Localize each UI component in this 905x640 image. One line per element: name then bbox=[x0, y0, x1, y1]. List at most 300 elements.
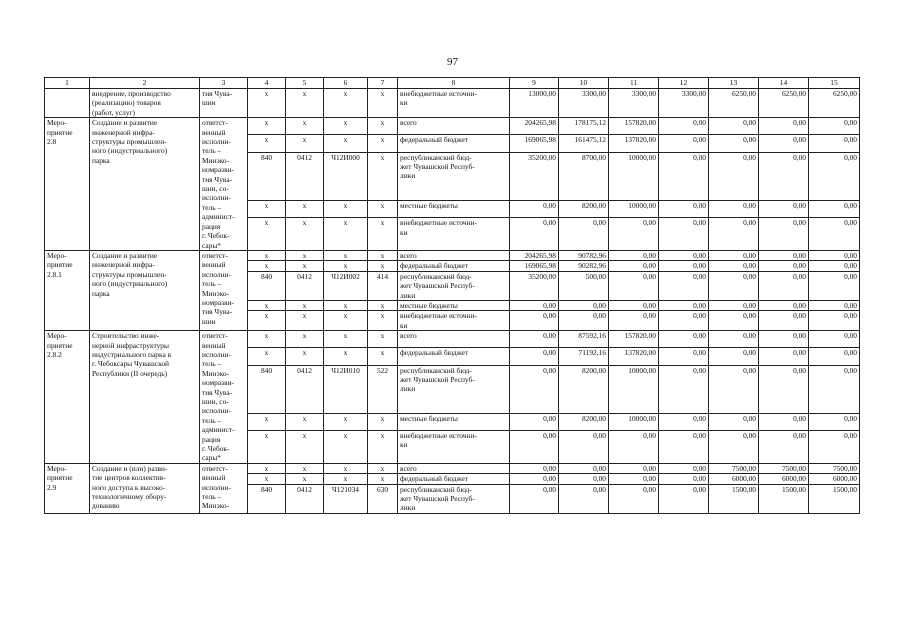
measure-name-cell bbox=[90, 463, 200, 513]
grbs-code-cell: x bbox=[248, 218, 286, 251]
amount-cell: 0,00 bbox=[510, 365, 559, 413]
measure-name-line: (реализацию) товаров bbox=[92, 98, 161, 108]
measure-name-line: индустриального парка в bbox=[92, 349, 172, 359]
measure-number-cell bbox=[45, 463, 90, 513]
expense-type-cell: x bbox=[368, 261, 398, 271]
measure-name-line: внедрение, производство bbox=[92, 89, 171, 98]
amount-cell: 0,00 bbox=[510, 474, 559, 484]
grbs-code-cell: x bbox=[248, 413, 286, 430]
funding-source-line: республиканский бюд- bbox=[400, 365, 472, 375]
funding-source-line: республиканский бюд- bbox=[400, 152, 472, 162]
amount-cell: 0,00 bbox=[809, 152, 860, 200]
executor-line: тель – bbox=[202, 146, 222, 156]
funding-source-line: федеральный бюджет bbox=[400, 474, 469, 484]
grbs-code-cell: x bbox=[248, 463, 286, 473]
target-article-cell: Ч12И002 bbox=[324, 271, 368, 300]
amount-cell: 8700,00 bbox=[559, 152, 609, 200]
target-article-cell: x bbox=[324, 463, 368, 473]
amount-cell: 0,00 bbox=[809, 300, 860, 310]
amount-cell: 0,00 bbox=[809, 413, 860, 430]
table-row bbox=[45, 118, 860, 135]
expense-type-cell: x bbox=[368, 311, 398, 331]
amount-cell: 0,00 bbox=[709, 331, 759, 348]
measure-number-line: Меро- bbox=[47, 463, 67, 473]
funding-source-line: ки bbox=[400, 98, 408, 108]
executor-line: венный bbox=[202, 340, 226, 350]
measure-number-cell bbox=[45, 331, 90, 464]
measure-number-line: 2.8 bbox=[47, 137, 57, 147]
funding-source-line: внебюджетные источни- bbox=[400, 89, 477, 98]
executor-line: венный bbox=[202, 260, 226, 270]
amount-cell: 0,00 bbox=[709, 365, 759, 413]
measure-name-line: технологичному обору- bbox=[92, 492, 167, 502]
amount-cell: 0,00 bbox=[809, 365, 860, 413]
amount-cell: 0,00 bbox=[609, 218, 659, 251]
amount-cell: 0,00 bbox=[709, 200, 759, 217]
measure-name-line: Создание и развитие bbox=[92, 250, 158, 260]
amount-cell: 0,00 bbox=[510, 200, 559, 217]
amount-cell: 0,00 bbox=[609, 300, 659, 310]
amount-cell: 1500,00 bbox=[759, 484, 809, 513]
amount-cell: 6000,00 bbox=[709, 474, 759, 484]
executor-line: шии, со- bbox=[202, 184, 229, 194]
table-row bbox=[45, 250, 860, 260]
amount-cell: 0,00 bbox=[709, 261, 759, 271]
amount-cell: 0,00 bbox=[709, 271, 759, 300]
amount-cell: 0,00 bbox=[709, 250, 759, 260]
expense-type-cell: x bbox=[368, 331, 398, 348]
executor-line: тия Чува- bbox=[202, 307, 233, 317]
executor-line: исполни- bbox=[202, 349, 231, 359]
measure-name-line: (работ, услуг) bbox=[92, 107, 136, 117]
amount-cell: 87592,16 bbox=[559, 331, 609, 348]
amount-cell: 0,00 bbox=[559, 484, 609, 513]
amount-cell: 0,00 bbox=[709, 135, 759, 152]
section-code-cell: x bbox=[286, 463, 324, 473]
amount-cell: 6250,00 bbox=[809, 89, 860, 118]
executor-line: тель – bbox=[202, 202, 222, 212]
executor-line: сары* bbox=[202, 240, 222, 250]
funding-source-cell bbox=[398, 463, 510, 473]
executor-line: тель – bbox=[202, 415, 222, 425]
funding-source-line: всего bbox=[400, 118, 417, 128]
funding-source-line: ки bbox=[400, 440, 408, 450]
amount-cell: 0,00 bbox=[759, 271, 809, 300]
funding-source-cell bbox=[398, 118, 510, 135]
amount-cell: 0,00 bbox=[709, 413, 759, 430]
amount-cell: 0,00 bbox=[809, 311, 860, 331]
executor-line: ответст- bbox=[202, 331, 228, 341]
amount-cell: 0,00 bbox=[559, 463, 609, 473]
grbs-code-cell: 840 bbox=[248, 271, 286, 300]
amount-cell: 0,00 bbox=[659, 413, 709, 430]
amount-cell: 500,00 bbox=[559, 271, 609, 300]
amount-cell: 1500,00 bbox=[809, 484, 860, 513]
executor-line: рация bbox=[202, 434, 221, 444]
funding-source-cell bbox=[398, 200, 510, 217]
amount-cell: 157820,00 bbox=[609, 118, 659, 135]
amount-cell: 137820,00 bbox=[609, 135, 659, 152]
target-article-cell: x bbox=[324, 250, 368, 260]
amount-cell: 0,00 bbox=[759, 118, 809, 135]
amount-cell: 0,00 bbox=[559, 474, 609, 484]
measure-name-line: Республики (II очередь) bbox=[92, 368, 168, 378]
amount-cell: 3300,00 bbox=[659, 89, 709, 118]
amount-cell: 0,00 bbox=[609, 474, 659, 484]
executor-line: шии, со- bbox=[202, 397, 229, 406]
table-row bbox=[45, 89, 860, 118]
amount-cell: 0,00 bbox=[510, 431, 559, 464]
grbs-code-cell: x bbox=[248, 118, 286, 135]
grbs-code-cell: x bbox=[248, 474, 286, 484]
amount-cell: 0,00 bbox=[659, 474, 709, 484]
expense-type-cell: x bbox=[368, 135, 398, 152]
amount-cell: 0,00 bbox=[659, 152, 709, 200]
funding-source-cell bbox=[398, 365, 510, 413]
amount-cell: 0,00 bbox=[759, 365, 809, 413]
amount-cell: 90782,96 bbox=[559, 250, 609, 260]
executor-line: шии bbox=[202, 98, 216, 108]
amount-cell: 3300,00 bbox=[609, 89, 659, 118]
executor-line: исполни- bbox=[202, 482, 231, 492]
amount-cell: 0,00 bbox=[709, 300, 759, 310]
executor-line: номразви- bbox=[202, 378, 234, 388]
measure-name-line: ного доступа к высоко- bbox=[92, 482, 166, 492]
executor-line: рация bbox=[202, 221, 221, 231]
amount-cell: 0,00 bbox=[709, 152, 759, 200]
amount-cell: 0,00 bbox=[559, 431, 609, 464]
amount-cell: 10000,00 bbox=[609, 365, 659, 413]
amount-cell: 0,00 bbox=[510, 463, 559, 473]
header-row bbox=[45, 78, 860, 89]
executor-line: ответст- bbox=[202, 463, 228, 473]
executor-line: исполни- bbox=[202, 137, 231, 147]
executor-line: ответст- bbox=[202, 118, 228, 128]
grbs-code-cell: 840 bbox=[248, 152, 286, 200]
target-article-cell: x bbox=[324, 413, 368, 430]
grbs-code-cell: x bbox=[248, 250, 286, 260]
measure-name-line: ного (индустриального) bbox=[92, 279, 168, 289]
amount-cell: 0,00 bbox=[659, 431, 709, 464]
amount-cell: 0,00 bbox=[709, 118, 759, 135]
executor-cell bbox=[200, 331, 248, 464]
amount-cell: 0,00 bbox=[809, 218, 860, 251]
funding-source-line: жет Чувашской Респуб- bbox=[400, 281, 475, 291]
funding-source-cell bbox=[398, 218, 510, 251]
column-header-15: 15 bbox=[809, 78, 860, 89]
amount-cell: 137820,00 bbox=[609, 348, 659, 365]
executor-line: исполни- bbox=[202, 269, 231, 279]
funding-source-line: федеральный бюджет bbox=[400, 135, 469, 145]
amount-cell: 71192,16 bbox=[559, 348, 609, 365]
amount-cell: 3300,00 bbox=[559, 89, 609, 118]
column-header-8: 8 bbox=[398, 78, 510, 89]
expense-type-cell: 414 bbox=[368, 271, 398, 300]
funding-source-cell bbox=[398, 152, 510, 200]
amount-cell: 0,00 bbox=[759, 331, 809, 348]
section-code-cell: 0412 bbox=[286, 152, 324, 200]
measure-number-line: приятие bbox=[47, 340, 73, 350]
executor-line: тия Чува- bbox=[202, 174, 233, 184]
executor-line: админист- bbox=[202, 212, 235, 222]
amount-cell: 35200,00 bbox=[510, 271, 559, 300]
amount-cell: 0,00 bbox=[510, 300, 559, 310]
amount-cell: 0,00 bbox=[709, 431, 759, 464]
amount-cell: 0,00 bbox=[559, 218, 609, 251]
amount-cell: 0,00 bbox=[709, 311, 759, 331]
amount-cell: 0,00 bbox=[759, 152, 809, 200]
column-header-1: 1 bbox=[45, 78, 90, 89]
funding-source-line: жет Чувашской Респуб- bbox=[400, 162, 475, 172]
amount-cell: 0,00 bbox=[759, 200, 809, 217]
amount-cell: 0,00 bbox=[809, 348, 860, 365]
measure-name-line: структуры промышлен- bbox=[92, 137, 167, 147]
amount-cell: 10000,00 bbox=[609, 413, 659, 430]
target-article-cell: x bbox=[324, 200, 368, 217]
section-code-cell: x bbox=[286, 311, 324, 331]
amount-cell: 6250,00 bbox=[709, 89, 759, 118]
target-article-cell: x bbox=[324, 311, 368, 331]
funding-source-line: местные бюджеты bbox=[400, 413, 458, 423]
section-code-cell: x bbox=[286, 118, 324, 135]
amount-cell: 6000,00 bbox=[759, 474, 809, 484]
measure-name-line: нерной инфраструктуры bbox=[92, 340, 169, 350]
measure-name-line: г. Чебоксары Чувашской bbox=[92, 359, 170, 369]
measure-number-line: приятие bbox=[47, 127, 73, 137]
expense-type-cell: x bbox=[368, 118, 398, 135]
measure-name-line: инженерной инфра- bbox=[92, 127, 155, 137]
funding-source-line: внебюджетные источни- bbox=[400, 311, 477, 321]
executor-line: шии bbox=[202, 316, 216, 326]
executor-line: ответст- bbox=[202, 250, 228, 260]
amount-cell: 0,00 bbox=[659, 300, 709, 310]
column-header-9: 9 bbox=[510, 78, 559, 89]
funding-source-line: республиканский бюд- bbox=[400, 271, 472, 281]
measure-name-line: Строительство инже- bbox=[92, 331, 160, 341]
measure-number-line: 2.9 bbox=[47, 482, 57, 492]
grbs-code-cell: x bbox=[248, 311, 286, 331]
section-code-cell: x bbox=[286, 89, 324, 118]
amount-cell: 157820,00 bbox=[609, 331, 659, 348]
grbs-code-cell: x bbox=[248, 331, 286, 348]
grbs-code-cell: x bbox=[248, 135, 286, 152]
column-header-13: 13 bbox=[709, 78, 759, 89]
grbs-code-cell: x bbox=[248, 300, 286, 310]
funding-source-cell bbox=[398, 135, 510, 152]
grbs-code-cell: x bbox=[248, 89, 286, 118]
expense-type-cell: 522 bbox=[368, 365, 398, 413]
amount-cell: 0,00 bbox=[609, 250, 659, 260]
amount-cell: 0,00 bbox=[759, 261, 809, 271]
amount-cell: 0,00 bbox=[759, 413, 809, 430]
amount-cell: 0,00 bbox=[809, 200, 860, 217]
column-header-5: 5 bbox=[286, 78, 324, 89]
measure-name-line: дованию bbox=[92, 501, 120, 511]
executor-line: Минэко- bbox=[202, 501, 230, 511]
budget-table bbox=[44, 77, 860, 514]
amount-cell: 0,00 bbox=[659, 200, 709, 217]
section-code-cell: x bbox=[286, 200, 324, 217]
measure-number-line: приятие bbox=[47, 260, 73, 270]
target-article-cell: x bbox=[324, 348, 368, 365]
measure-number-line: 2.8.2 bbox=[47, 349, 62, 359]
amount-cell: 0,00 bbox=[609, 484, 659, 513]
target-article-cell: x bbox=[324, 135, 368, 152]
amount-cell: 35200,00 bbox=[510, 152, 559, 200]
executor-line: Минэко- bbox=[202, 155, 230, 165]
amount-cell: 0,00 bbox=[510, 331, 559, 348]
measure-number-cell bbox=[45, 250, 90, 330]
grbs-code-cell: x bbox=[248, 431, 286, 464]
table-row bbox=[45, 463, 860, 473]
expense-type-cell: x bbox=[368, 152, 398, 200]
funding-source-cell bbox=[398, 431, 510, 464]
measure-name-line: Создание и развитие bbox=[92, 118, 158, 128]
amount-cell: 0,00 bbox=[759, 250, 809, 260]
executor-line: тия Чува- bbox=[202, 89, 233, 98]
amount-cell: 7500,00 bbox=[709, 463, 759, 473]
target-article-cell: x bbox=[324, 300, 368, 310]
amount-cell: 8200,00 bbox=[559, 365, 609, 413]
column-header-6: 6 bbox=[324, 78, 368, 89]
amount-cell: 8200,00 bbox=[559, 413, 609, 430]
expense-type-cell: 630 bbox=[368, 484, 398, 513]
amount-cell: 0,00 bbox=[759, 218, 809, 251]
executor-cell bbox=[200, 250, 248, 330]
amount-cell: 8200,00 bbox=[559, 200, 609, 217]
amount-cell: 10000,00 bbox=[609, 152, 659, 200]
measure-name-line: Создание и (или) разви- bbox=[92, 463, 168, 473]
amount-cell: 0,00 bbox=[659, 311, 709, 331]
funding-source-line: федеральный бюджет bbox=[400, 261, 469, 271]
amount-cell: 0,00 bbox=[659, 365, 709, 413]
funding-source-cell bbox=[398, 474, 510, 484]
funding-source-line: жет Чувашской Респуб- bbox=[400, 374, 475, 384]
funding-source-line: всего bbox=[400, 463, 417, 473]
measure-name-line: структуры промышлен- bbox=[92, 269, 167, 279]
executor-line: тия Чува- bbox=[202, 387, 233, 397]
executor-line: сары* bbox=[202, 453, 222, 463]
column-header-7: 7 bbox=[368, 78, 398, 89]
amount-cell: 0,00 bbox=[759, 135, 809, 152]
column-header-11: 11 bbox=[609, 78, 659, 89]
amount-cell: 0,00 bbox=[609, 463, 659, 473]
executor-line: тель – bbox=[202, 492, 222, 502]
target-article-cell: x bbox=[324, 118, 368, 135]
funding-source-line: ки bbox=[400, 227, 408, 237]
target-article-cell: x bbox=[324, 331, 368, 348]
amount-cell: 169065,98 bbox=[510, 261, 559, 271]
section-code-cell: x bbox=[286, 300, 324, 310]
column-header-4: 4 bbox=[248, 78, 286, 89]
expense-type-cell: x bbox=[368, 89, 398, 118]
expense-type-cell: x bbox=[368, 218, 398, 251]
target-article-cell: Ч121034 bbox=[324, 484, 368, 513]
target-article-cell: x bbox=[324, 261, 368, 271]
amount-cell: 6250,00 bbox=[759, 89, 809, 118]
section-code-cell: 0412 bbox=[286, 365, 324, 413]
amount-cell: 13000,00 bbox=[510, 89, 559, 118]
executor-line: тель – bbox=[202, 359, 222, 369]
section-code-cell: 0412 bbox=[286, 271, 324, 300]
section-code-cell: x bbox=[286, 135, 324, 152]
executor-line: исполни- bbox=[202, 193, 231, 203]
measure-number-cell bbox=[45, 89, 90, 118]
measure-name-cell bbox=[90, 250, 200, 330]
column-header-2: 2 bbox=[90, 78, 200, 89]
expense-type-cell: x bbox=[368, 250, 398, 260]
funding-source-line: лики bbox=[400, 503, 416, 513]
amount-cell: 0,00 bbox=[659, 271, 709, 300]
section-code-cell: x bbox=[286, 218, 324, 251]
executor-line: админист- bbox=[202, 425, 235, 435]
amount-cell: 0,00 bbox=[659, 484, 709, 513]
funding-source-line: ки bbox=[400, 320, 408, 330]
amount-cell: 0,00 bbox=[809, 250, 860, 260]
amount-cell: 0,00 bbox=[709, 348, 759, 365]
executor-line: венный bbox=[202, 127, 226, 137]
executor-line: г. Чебок- bbox=[202, 231, 230, 241]
amount-cell: 0,00 bbox=[510, 413, 559, 430]
funding-source-cell bbox=[398, 261, 510, 271]
amount-cell: 169065,98 bbox=[510, 135, 559, 152]
measure-number-line: 2.8.1 bbox=[47, 269, 62, 279]
target-article-cell: Ч12И010 bbox=[324, 365, 368, 413]
target-article-cell: x bbox=[324, 89, 368, 118]
grbs-code-cell: x bbox=[248, 200, 286, 217]
amount-cell: 90282,96 bbox=[559, 261, 609, 271]
grbs-code-cell: x bbox=[248, 348, 286, 365]
executor-line: исполни- bbox=[202, 406, 231, 416]
amount-cell: 0,00 bbox=[809, 118, 860, 135]
section-code-cell: x bbox=[286, 348, 324, 365]
amount-cell: 0,00 bbox=[659, 331, 709, 348]
amount-cell: 0,00 bbox=[659, 463, 709, 473]
amount-cell: 0,00 bbox=[759, 348, 809, 365]
funding-source-cell bbox=[398, 413, 510, 430]
table-row bbox=[45, 331, 860, 348]
measure-name-line: инженерной инфра- bbox=[92, 260, 155, 270]
amount-cell: 0,00 bbox=[659, 250, 709, 260]
expense-type-cell: x bbox=[368, 431, 398, 464]
amount-cell: 7500,00 bbox=[809, 463, 860, 473]
grbs-code-cell: 840 bbox=[248, 365, 286, 413]
measure-name-cell bbox=[90, 331, 200, 464]
target-article-cell: x bbox=[324, 474, 368, 484]
amount-cell: 0,00 bbox=[659, 218, 709, 251]
funding-source-line: местные бюджеты bbox=[400, 200, 458, 210]
amount-cell: 0,00 bbox=[709, 218, 759, 251]
amount-cell: 0,00 bbox=[759, 311, 809, 331]
funding-source-line: всего bbox=[400, 331, 417, 341]
funding-source-line: лики bbox=[400, 384, 416, 394]
column-header-10: 10 bbox=[559, 78, 609, 89]
measure-number-line: Меро- bbox=[47, 250, 67, 260]
amount-cell: 0,00 bbox=[510, 218, 559, 251]
executor-cell bbox=[200, 89, 248, 118]
amount-cell: 0,00 bbox=[609, 311, 659, 331]
amount-cell: 0,00 bbox=[809, 271, 860, 300]
funding-source-line: жет Чувашской Респуб- bbox=[400, 494, 475, 504]
amount-cell: 161475,12 bbox=[559, 135, 609, 152]
funding-source-line: всего bbox=[400, 250, 417, 260]
amount-cell: 0,00 bbox=[609, 271, 659, 300]
amount-cell: 0,00 bbox=[510, 484, 559, 513]
page-number: 97 bbox=[447, 56, 458, 68]
funding-source-line: лики bbox=[400, 171, 416, 181]
section-code-cell: x bbox=[286, 261, 324, 271]
target-article-cell: Ч12И000 bbox=[324, 152, 368, 200]
